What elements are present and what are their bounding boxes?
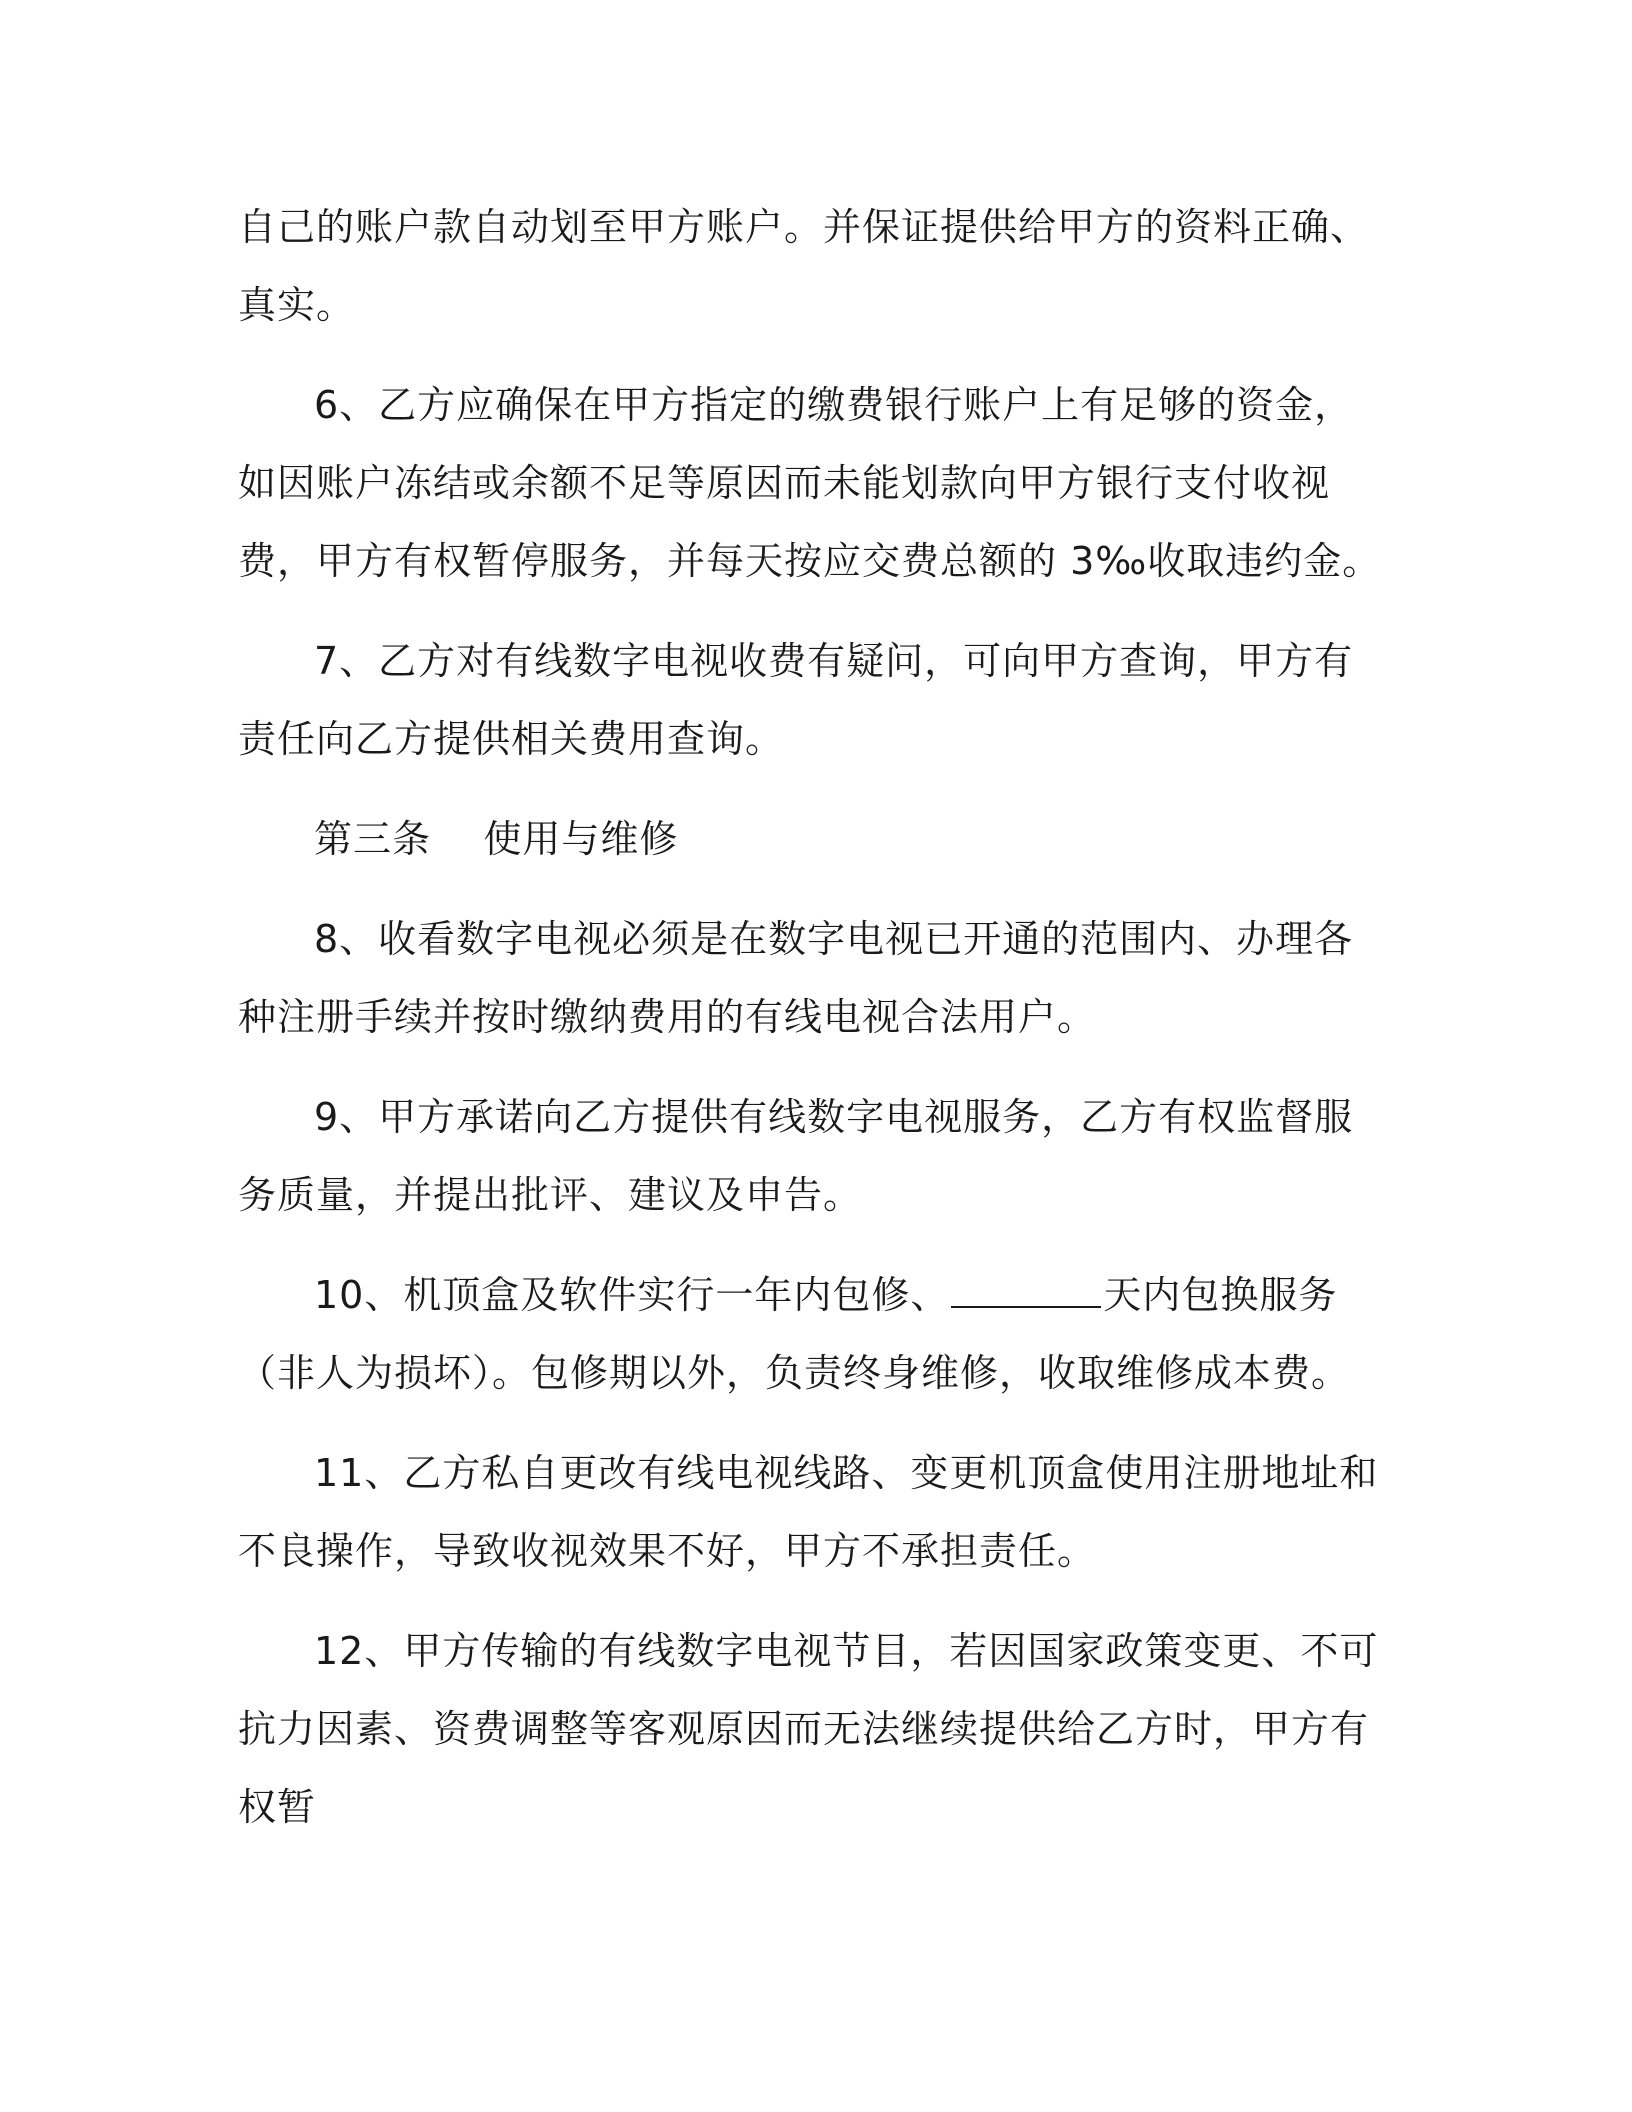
document-body	[238, 188, 1388, 1868]
paragraph-12: 12、甲方传输的有线数字电视节目，若因国家政策变更、不可抗力因素、资费调整等客观原因而无法继续提供给乙方时，甲方有权暂	[238, 1629, 1379, 1829]
paragraph-9: 9、甲方承诺向乙方提供有线数字电视服务，乙方有权监督服务质量，并提出批评、建议及申告。	[238, 1095, 1354, 1217]
paragraph-10	[238, 1256, 1388, 1412]
paragraph-8: 8、收看数字电视必须是在数字电视已开通的范围内、办理各种注册手续并按时缴纳费用的有线电视合法用户。	[238, 917, 1354, 1039]
paragraph-11: 11、乙方私自更改有线电视线路、变更机顶盒使用注册地址和不良操作，导致收视效果不好，甲方不承担责任。	[238, 1451, 1379, 1573]
paragraph-10-part-1: 10、机顶盒及软件实行一年内包修、	[314, 1273, 950, 1317]
paragraph-5-continuation: 自己的账户款自动划至甲方账户。并保证提供给甲方的资料正确、真实。	[238, 205, 1370, 327]
paragraph-7: 7、乙方对有线数字电视收费有疑问，可向甲方查询，甲方有责任向乙方提供相关费用查询。	[238, 639, 1354, 761]
fill-in-blank	[951, 1276, 1101, 1308]
paragraph-6: 6、乙方应确保在甲方指定的缴费银行账户上有足够的资金，如因账户冻结或余额不足等原因而未能划款向甲方银行支付收视费，甲方有权暂停服务，并每天按应交费总额的 3‰收取违约金。	[238, 383, 1382, 583]
paragraph-10-part-2: 天内包换服务（非人为损坏）。包修期以外，负责终身维修，收取维修成本费。	[238, 1273, 1351, 1395]
article-3-heading: 第三条 使用与维修	[314, 817, 679, 861]
